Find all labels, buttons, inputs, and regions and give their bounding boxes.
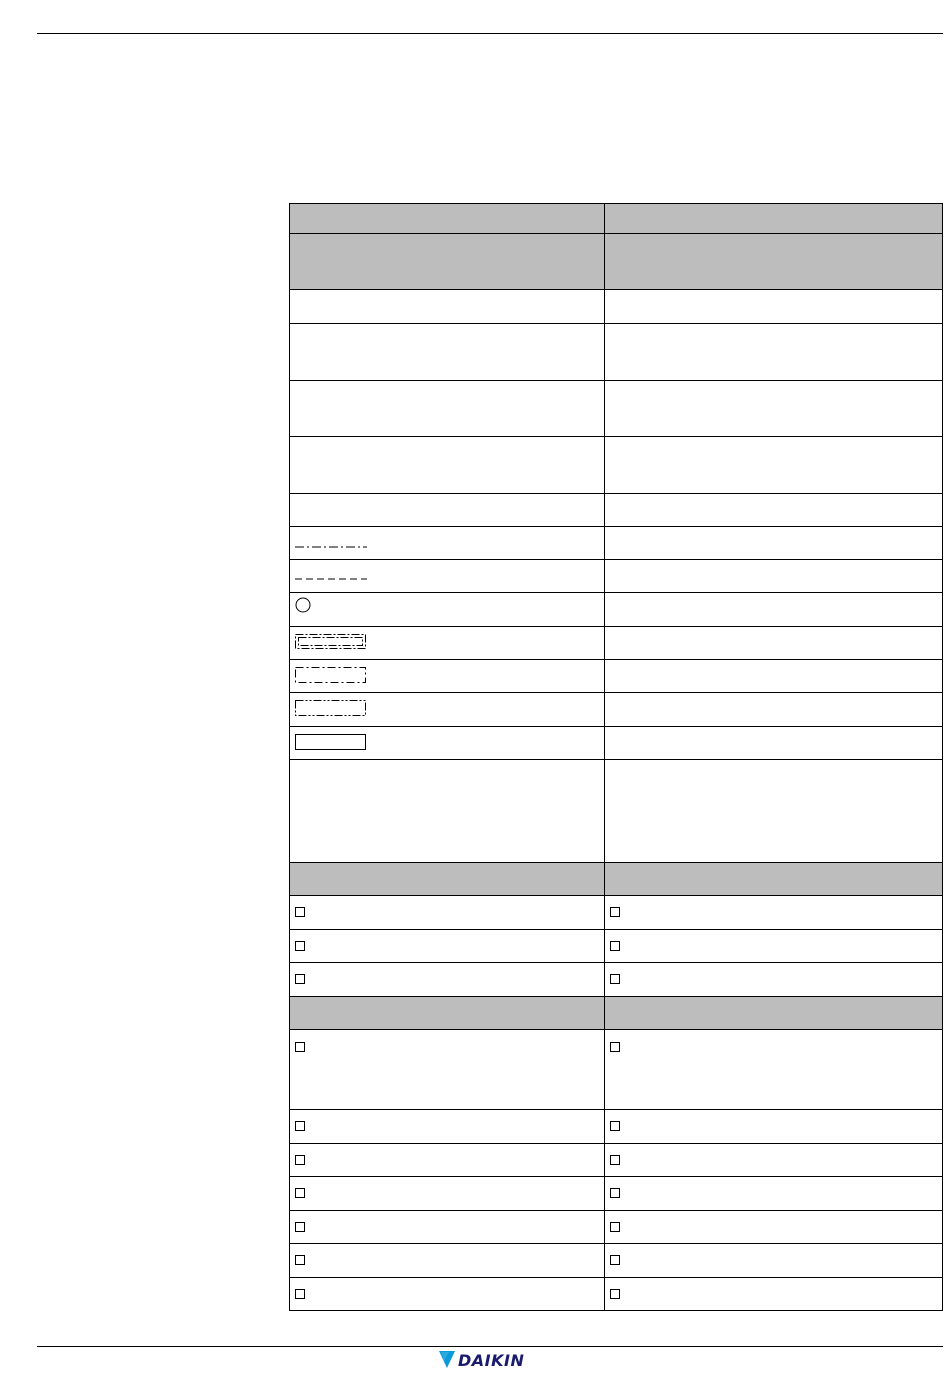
bottom-rule [37, 1346, 943, 1347]
svg-text:DAIKIN: DAIKIN [458, 1351, 525, 1369]
table-row [290, 1110, 943, 1144]
dash-dot-box-icon [295, 667, 369, 687]
section-header-row [290, 997, 943, 1030]
header-cell [605, 234, 943, 290]
table-row [290, 930, 943, 963]
table-row [290, 1030, 943, 1110]
table-row [290, 560, 943, 593]
checkbox-icon [295, 1042, 305, 1052]
dashed-line-icon [295, 567, 369, 587]
double-dash-dot-box-icon [295, 634, 369, 654]
table-row [290, 593, 943, 627]
checkbox-icon [295, 1222, 305, 1232]
table-row [290, 290, 943, 324]
checkbox-icon [295, 1289, 305, 1299]
daikin-logo [439, 1351, 541, 1369]
table-subheader-row [290, 234, 943, 290]
checkbox-icon [610, 1042, 620, 1052]
checkbox-icon [295, 941, 305, 951]
checkbox-icon [610, 1255, 620, 1265]
checkbox-icon [295, 907, 305, 917]
checkbox-icon [610, 941, 620, 951]
header-cell [605, 204, 943, 234]
header-cell [290, 234, 605, 290]
checkbox-icon [295, 1121, 305, 1131]
table-row [290, 1144, 943, 1177]
table-row [290, 760, 943, 863]
checkbox-icon [295, 974, 305, 984]
table-row [290, 660, 943, 693]
checkbox-icon [610, 1188, 620, 1198]
table-header-row [290, 204, 943, 234]
checkbox-icon [610, 1222, 620, 1232]
table-row [290, 693, 943, 727]
table-row [290, 727, 943, 760]
table-row [290, 1244, 943, 1278]
table-row [290, 963, 943, 997]
solid-box-icon [295, 734, 369, 754]
table-row [290, 324, 943, 381]
checkbox-icon [295, 1188, 305, 1198]
checkbox-icon [610, 974, 620, 984]
checkbox-icon [610, 1121, 620, 1131]
top-rule [37, 33, 943, 34]
dash-dot-dot-box-icon [295, 700, 369, 720]
table-row [290, 1177, 943, 1211]
checkbox-icon [610, 1155, 620, 1165]
table-row [290, 1278, 943, 1311]
table-row [290, 494, 943, 527]
section-header-row [290, 863, 943, 896]
circle-icon [295, 597, 369, 617]
header-cell [290, 204, 605, 234]
checkbox-icon [295, 1255, 305, 1265]
table-row [290, 437, 943, 494]
checkbox-icon [295, 1155, 305, 1165]
checkbox-icon [610, 1289, 620, 1299]
table-row [290, 527, 943, 560]
table-row [290, 627, 943, 660]
table-row [290, 381, 943, 437]
table-row [290, 896, 943, 930]
checkbox-icon [610, 907, 620, 917]
table-row [290, 1211, 943, 1244]
symbol-legend-table [289, 203, 943, 1311]
dash-dot-line-icon [295, 534, 369, 554]
